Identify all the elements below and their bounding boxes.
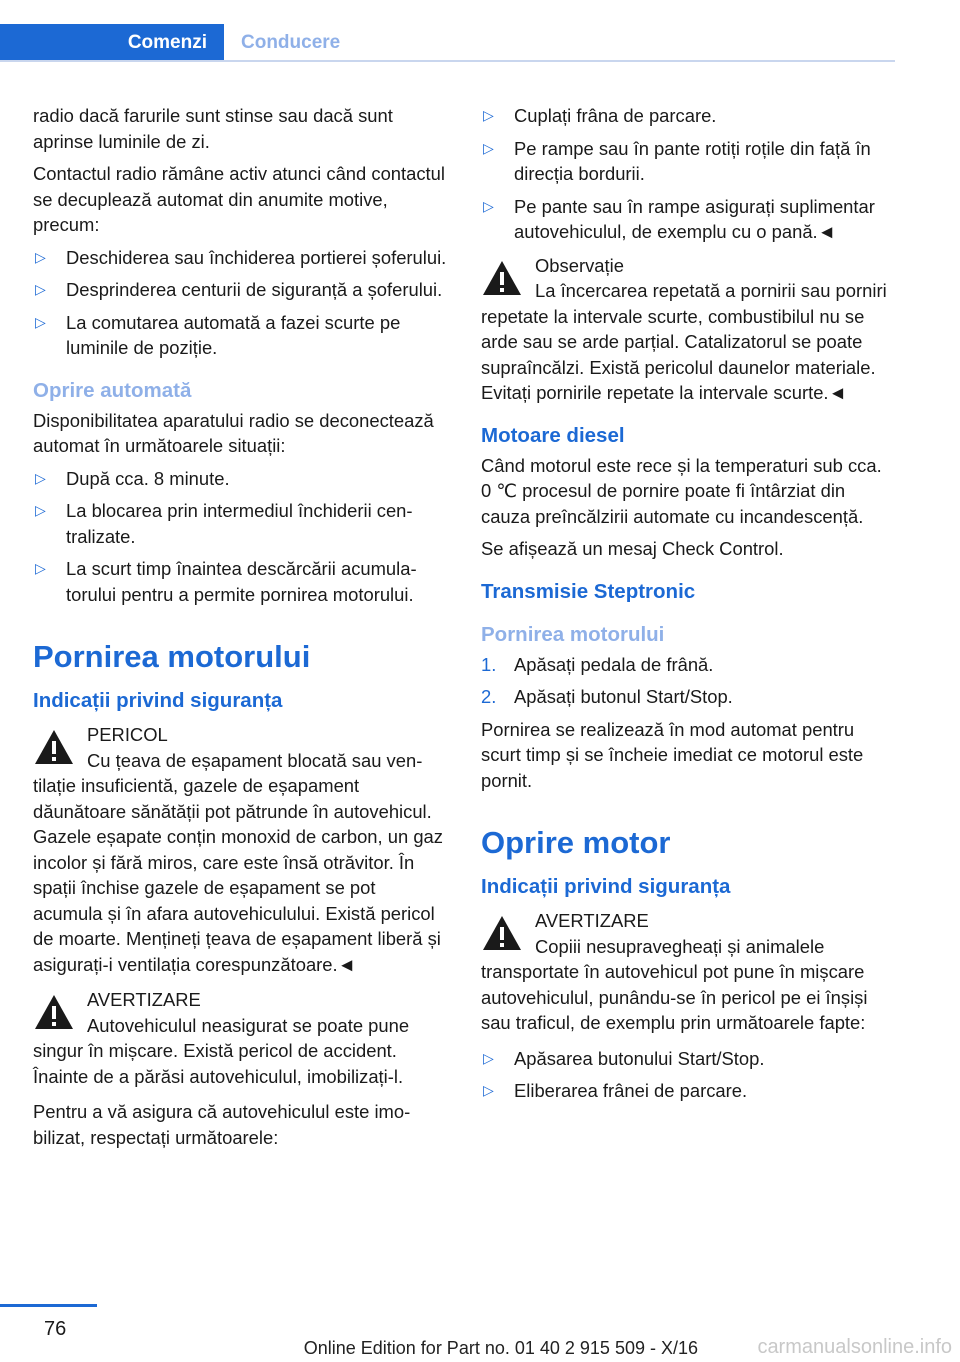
triangle-right-icon: ▷ (35, 469, 46, 486)
notice-title: AVERTIZARE (87, 989, 201, 1010)
triangle-right-icon: ▷ (35, 502, 46, 518)
notice-body: Cu țeava de eșapament blocată sau ventilație insuficientă, gazele de eșapament dăunătoare sănătății pot pătrunde în autovehicul. Gazele eșapate conțin monoxid de carbon, un gaz incolor și fără miros, care este însă otrăvitor. În spații închise gazele de eșapament se pot acumula și în afara autovehiculului. Există pericol de moarte. Mențineți țeava de eșapament liberă și asigurați-i ventilația corespunzătoare.◄ (33, 749, 443, 975)
paragraph: Disponibilitatea aparatului radio se deconectează automat în următoarele situații: (33, 409, 434, 456)
notice-title: AVERTIZARE (535, 910, 649, 931)
triangle-right-icon: ▷ (483, 107, 494, 123)
chapter-heading: Oprire motor (481, 825, 671, 860)
step-number: 2. (481, 686, 497, 707)
list-item: ▷ Cuplați frâna de parcare. (481, 103, 896, 129)
left-column (33, 103, 448, 1157)
warning-triangle-icon (33, 728, 75, 766)
footer-rule (0, 1304, 97, 1307)
paragraph: Pentru a vă asigura că autovehiculul este imobilizat, respectați următoarele: (33, 1101, 411, 1148)
edition-info: Online Edition for Part no. 01 40 2 915 509 - X/16 (303, 1338, 698, 1358)
notice-body: Autovehiculul neasigurat se poate pune singur în mișcare. Există pericol de accident. Înainte de a părăsi autovehiculul, imobilizați-l. (33, 1014, 410, 1087)
list-item: ▷ La comutarea automată a fazei scurte pe luminile de poziție. (35, 311, 401, 358)
step-list (481, 652, 896, 710)
list-item: ▷ Eliberarea frânei de parcare. (481, 1078, 896, 1104)
watermark: carmanualsonline.info (757, 1336, 952, 1358)
list-item: ▷ Pe pante sau în rampe asigurați suplimentar autovehiculul, de exemplu cu o pană.◄ (483, 195, 875, 242)
notice-title: Observație (535, 254, 624, 276)
section-heading: Indicații privind siguranța (481, 875, 731, 898)
triangle-right-icon: ▷ (483, 197, 494, 214)
warning-triangle-icon (33, 993, 75, 1031)
chapter-heading: Pornirea motorului (33, 639, 311, 674)
warning-triangle-icon (481, 914, 523, 952)
paragraph: Pornirea se realizează în mod automat pentru scurt timp și se încheie imediat ce motorul este pornit. (481, 718, 864, 791)
triangle-right-icon: ▷ (483, 1082, 494, 1098)
warning-notice (33, 987, 448, 1089)
triangle-right-icon: ▷ (483, 139, 494, 156)
triangle-right-icon: ▷ (35, 313, 46, 330)
paragraph: Când motorul este rece și la temperaturi sub cca. 0 ℃ procesul de pornire poate fi întârziat din cauza preîncălzirii automate cu incandescență. (481, 454, 882, 527)
page-number: 76 (44, 1318, 67, 1340)
paragraph: Contactul radio rămâne activ atunci când contactul se decuplează automat din anumite motive, precum: (33, 163, 445, 235)
tab-comenzi[interactable]: Comenzi (0, 24, 224, 62)
section-heading: Transmisie Steptronic (481, 579, 696, 603)
section-heading: Indicații privind siguranța (33, 689, 283, 712)
bullet-list (481, 1046, 896, 1104)
observation-notice (481, 253, 896, 406)
step-item: 1. Apăsați pedala de frână. (481, 652, 896, 678)
header-tabs (0, 24, 357, 62)
list-item: ▷ După cca. 8 minute. (33, 466, 448, 492)
list-item: ▷ Pe rampe sau în pante rotiți roțile din față în direcția bordurii. (483, 137, 871, 184)
section-heading: Oprire automată (33, 378, 192, 402)
list-item: ▷ Deschiderea sau închiderea portierei șoferului. (33, 245, 448, 271)
triangle-right-icon: ▷ (35, 560, 46, 576)
warning-triangle-icon (481, 259, 523, 297)
paragraph: Se afișează un mesaj Check Control. (481, 538, 784, 559)
section-heading: Motoare diesel (481, 423, 625, 447)
header-divider (0, 60, 895, 62)
paragraph: radio dacă farurile sunt stinse sau dacă sunt aprinse luminile de zi. (33, 105, 393, 152)
step-item: 2. Apăsați butonul Start/Stop. (481, 684, 896, 710)
list-item: ▷ La scurt timp înaintea descărcării acumulatorului pentru a permite pornirea motorului. (35, 558, 417, 605)
danger-notice (33, 722, 448, 977)
list-item: ▷ La blocarea prin intermediul închiderii centralizate. (35, 500, 413, 547)
warning-notice (481, 908, 896, 1036)
bullet-list (481, 103, 896, 245)
notice-body: La încercarea repetată a pornirii sau porniri repetate la intervale scurte, combustibilul nu se arde sau se arde parțial. Catalizatorul se poate supraîncălzi. Există pericolul daunelor materiale. Evitați pornirile repetate la intervale scurte.◄ (481, 280, 887, 403)
notice-body: Copiii nesupravegheați și animalele transportate în autovehicul pot pune în mișcare autovehiculul, punându-se în pericol pe ei înșiși sau traficul, de exemplu prin următoarele fapte: (481, 935, 868, 1033)
bullet-list (33, 466, 448, 608)
list-item: ▷ Apăsarea butonului Start/Stop. (481, 1046, 896, 1072)
right-column (481, 103, 896, 1111)
subsection-heading: Pornirea motorului (481, 622, 665, 646)
step-number: 1. (481, 653, 497, 675)
triangle-right-icon: ▷ (35, 281, 46, 297)
list-item: ▷ Desprinderea centurii de siguranță a șoferului. (33, 277, 448, 303)
bullet-list (33, 245, 448, 361)
triangle-right-icon: ▷ (483, 1049, 494, 1066)
tab-conducere[interactable]: Conducere (224, 24, 357, 62)
notice-title: PERICOL (87, 724, 168, 745)
triangle-right-icon: ▷ (35, 248, 46, 265)
